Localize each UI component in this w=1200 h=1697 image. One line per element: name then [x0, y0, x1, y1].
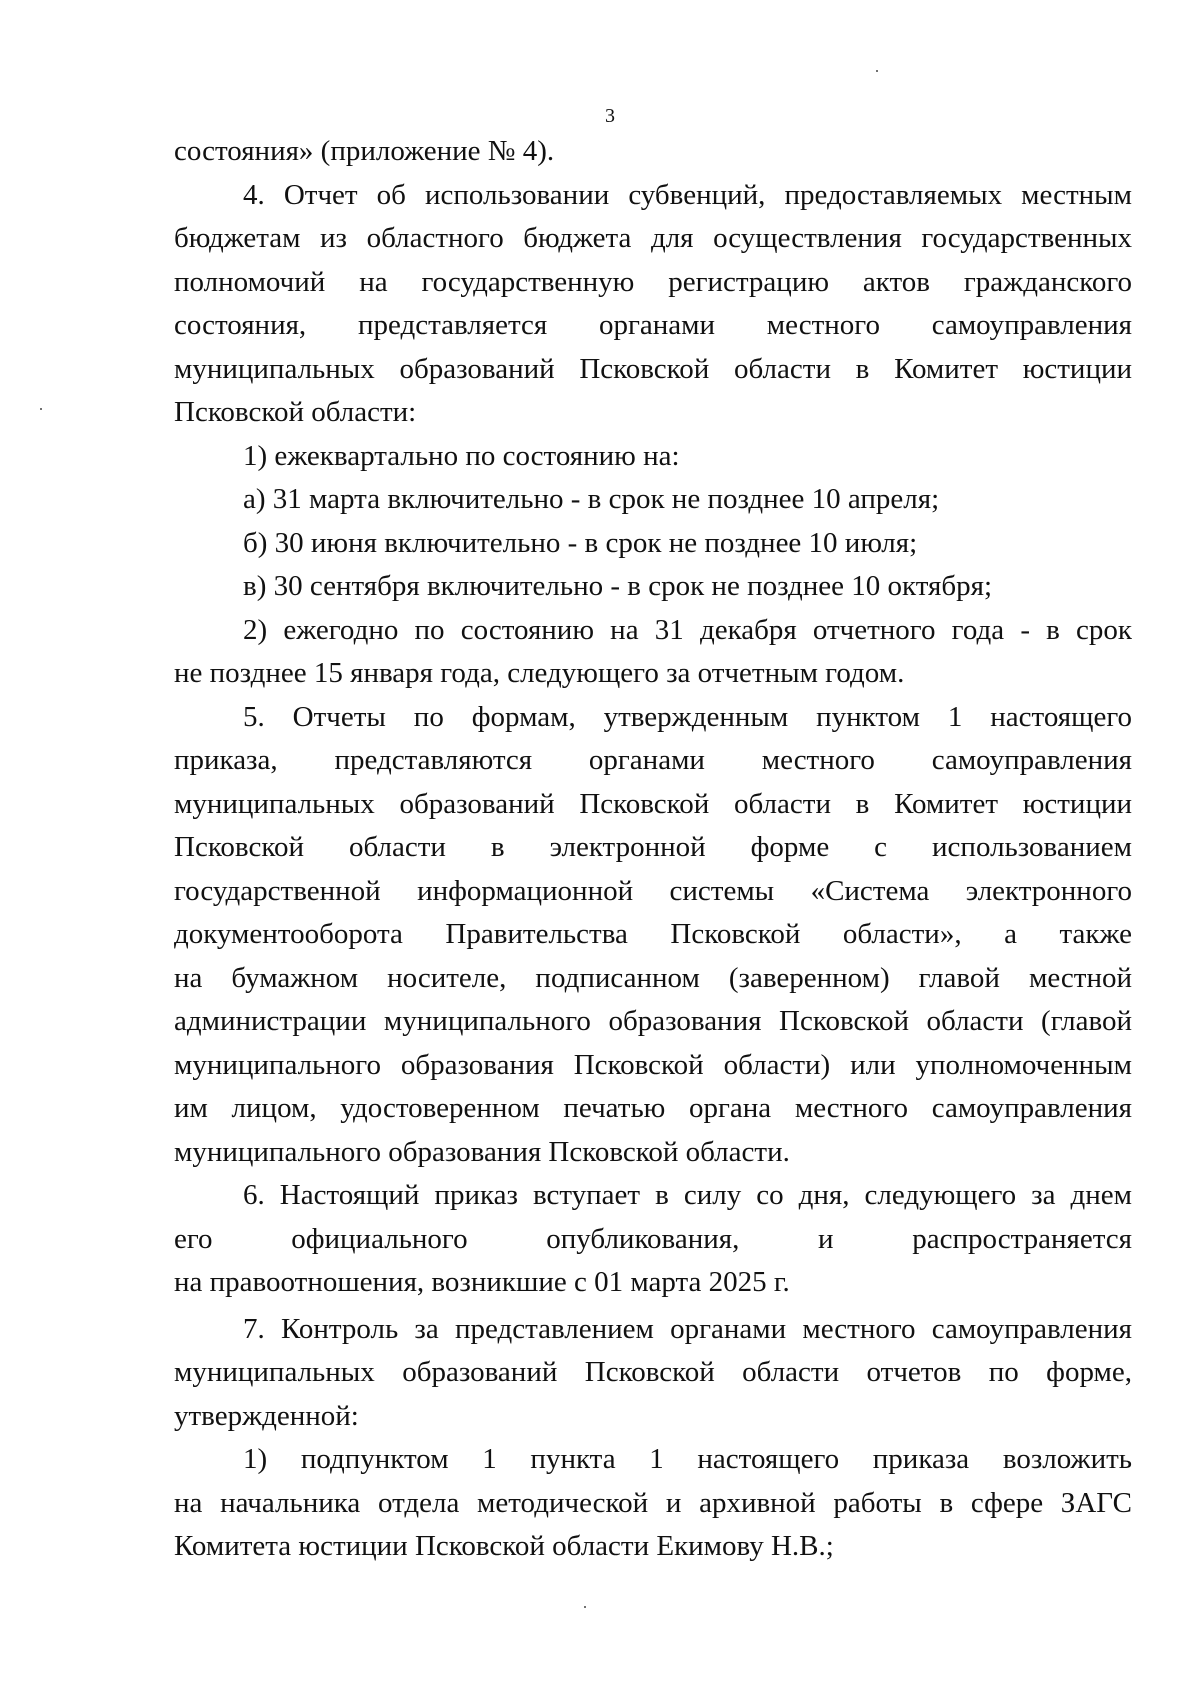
- text-line: бюджетам из областного бюджета для осуществления государственных: [174, 222, 1132, 254]
- text-line: 2) ежегодно по состоянию на 31 декабря отчетного года - в срок: [243, 613, 1132, 646]
- scan-speck: [584, 1606, 586, 1608]
- text-line: муниципальных образований Псковской области в Комитет юстиции: [174, 787, 1132, 820]
- text-line: муниципальных образований Псковской области в Комитет юстиции: [174, 352, 1132, 385]
- text-line: не позднее 15 января года, следующего за отчетным годом.: [174, 657, 905, 689]
- text-line: им лицом, удостоверенном печатью органа местного самоуправления: [174, 1092, 1132, 1124]
- text-line: утвержденной:: [174, 1399, 359, 1432]
- text-line: на бумажном носителе, подписанном (заверенном) главой местной: [174, 961, 1132, 994]
- text-line: состояния» (приложение № 4).: [174, 135, 555, 167]
- text-line: Псковской области в электронной форме с использованием: [174, 831, 1132, 863]
- text-line: 6. Настоящий приказ вступает в силу со дня, следующего за днем: [243, 1179, 1132, 1211]
- page-number: 3: [605, 105, 615, 127]
- text-line: муниципального образования Псковской области.: [174, 1135, 790, 1168]
- text-line: Комитета юстиции Псковской области Екимову Н.В.;: [174, 1530, 834, 1562]
- text-line: на правоотношения, возникшие с 01 марта 2025 г.: [174, 1266, 790, 1298]
- text-line: Псковской области:: [174, 396, 417, 428]
- text-line: 1) подпунктом 1 пункта 1 настоящего приказа возложить: [243, 1443, 1132, 1475]
- text-line: документооборота Правительства Псковской области», а также: [174, 918, 1132, 950]
- text-line: а) 31 марта включительно - в срок не позднее 10 апреля;: [243, 483, 940, 515]
- text-line: состояния, представляется органами местного самоуправления: [174, 309, 1132, 341]
- text-line: 1) ежеквартально по состоянию на:: [243, 439, 680, 472]
- text-line: муниципального образования Псковской области) или уполномоченным: [174, 1048, 1132, 1081]
- text-line: б) 30 июня включительно - в срок не позднее 10 июля;: [243, 526, 918, 559]
- text-line: администрации муниципального образования Псковской области (главой: [174, 1005, 1132, 1037]
- text-line: на начальника отдела методической и архивной работы в сфере ЗАГС: [174, 1486, 1132, 1519]
- text-line: государственной информационной системы «Система электронного: [174, 874, 1132, 907]
- text-line: его официального опубликования, и распространяется: [174, 1222, 1132, 1255]
- document-body: [174, 130, 1132, 1569]
- scan-speck: [876, 70, 878, 72]
- text-line: в) 30 сентября включительно - в срок не позднее 10 октября;: [243, 570, 993, 602]
- text-line: 5. Отчеты по формам, утвержденным пунктом 1 настоящего: [243, 700, 1132, 733]
- text-line: приказа, представляются органами местного самоуправления: [174, 744, 1132, 776]
- text-line: муниципальных образований Псковской области отчетов по форме,: [174, 1356, 1132, 1388]
- scan-speck: [40, 408, 42, 410]
- text-line: 4. Отчет об использовании субвенций, предоставляемых местным: [243, 178, 1132, 211]
- text-line: полномочий на государственную регистрацию актов гражданского: [174, 265, 1132, 298]
- text-line: 7. Контроль за представлением органами местного самоуправления: [243, 1312, 1132, 1345]
